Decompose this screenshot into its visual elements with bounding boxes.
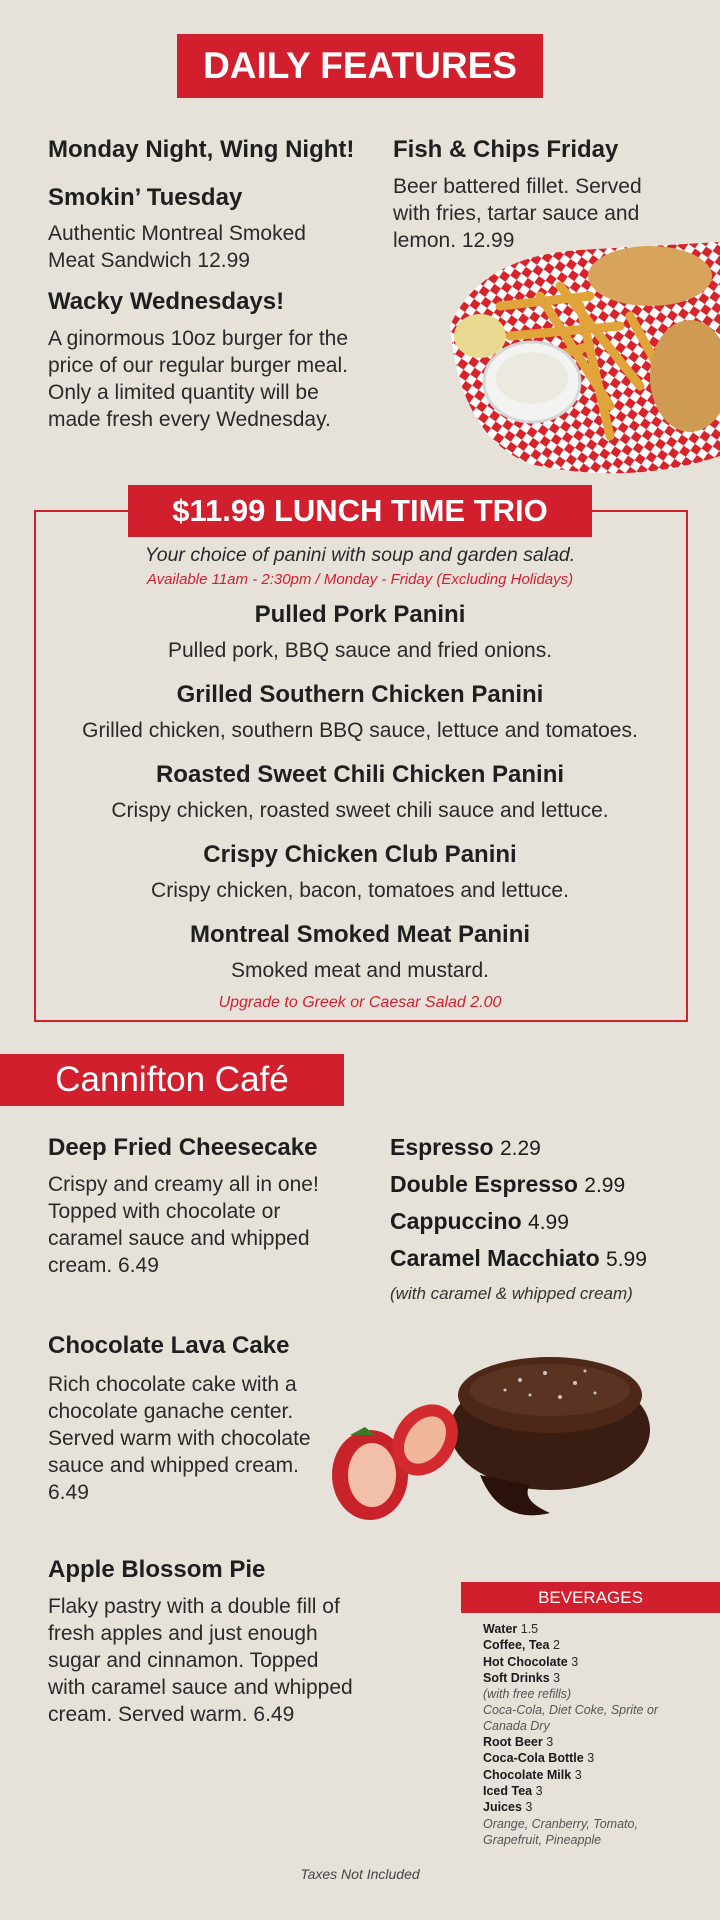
cafe-title: Cannifton Café bbox=[55, 1060, 289, 1099]
lava-cake-image bbox=[330, 1335, 675, 1535]
friday-desc: Beer battered fillet. Served with fries, tartar sauce and lemon. 12.99 bbox=[393, 175, 642, 252]
coffee-note: (with caramel & whipped cream) bbox=[390, 1284, 633, 1303]
coffee-price: 5.99 bbox=[606, 1248, 647, 1271]
lunch-subtitle: Your choice of panini with soup and garden salad. bbox=[144, 544, 576, 566]
coffee-item bbox=[390, 1134, 541, 1161]
coffee-name: Double Espresso bbox=[390, 1171, 578, 1197]
daily-features-banner bbox=[177, 34, 543, 98]
beverage-item: Hot Chocolate 3 bbox=[483, 1654, 579, 1669]
monday-title: Monday Night, Wing Night! bbox=[48, 136, 355, 163]
panini-desc: Smoked meat and mustard. bbox=[231, 959, 489, 982]
coffee-item bbox=[390, 1208, 569, 1235]
panini-name: Roasted Sweet Chili Chicken Panini bbox=[155, 761, 565, 788]
juice-flavors: Orange, Cranberry, Tomato, Grapefruit, Pineapple bbox=[483, 1816, 638, 1847]
cafe-banner bbox=[0, 1054, 344, 1106]
tuesday-desc: Authentic Montreal Smoked Meat Sandwich 12.99 bbox=[48, 222, 306, 272]
beverage-item: Juices 3 bbox=[483, 1800, 533, 1815]
coffee-price: 2.99 bbox=[584, 1174, 626, 1197]
panini-desc: Grilled chicken, southern BBQ sauce, lettuce and tomatoes. bbox=[82, 719, 638, 742]
taxes-note: Taxes Not Included bbox=[300, 1866, 420, 1882]
tuesday-title: Smokin’ Tuesday bbox=[48, 184, 243, 211]
dessert-desc: Rich chocolate cake with a chocolate ganache center. Served warm with chocolate sauce and whipped cream. 6.49 bbox=[48, 1373, 311, 1504]
panini-desc: Pulled pork, BBQ sauce and fried onions. bbox=[167, 639, 553, 662]
coffee-name: Espresso bbox=[390, 1134, 494, 1160]
dessert-name: Apple Blossom Pie bbox=[48, 1556, 266, 1583]
beverages-title: BEVERAGES bbox=[538, 1587, 643, 1607]
dessert-desc: Crispy and creamy all in one! Topped with chocolate or caramel sauce and whipped cream. 6.49 bbox=[48, 1173, 319, 1277]
panini-name: Pulled Pork Panini bbox=[254, 601, 466, 628]
soft-drinks-note: (with free refills) bbox=[483, 1687, 572, 1702]
daily-features-title: DAILY FEATURES bbox=[203, 45, 517, 86]
coffee-item bbox=[390, 1245, 647, 1272]
beverage-item: Water 1.5 bbox=[483, 1622, 539, 1636]
dessert-desc: Flaky pastry with a double fill of fresh apples and just enough sugar and cinnamon. Topped with caramel sauce and whipped cream. Served warm. 6.49 bbox=[48, 1595, 353, 1726]
coffee-price: 4.99 bbox=[528, 1211, 569, 1234]
dessert-name: Deep Fried Cheesecake bbox=[48, 1134, 318, 1161]
wednesday-desc: A ginormous 10oz burger for the price of our regular burger meal. Only a limited quantity will be made fresh every Wednesday. bbox=[48, 327, 349, 431]
soft-drinks-flavors: Coca-Cola, Diet Coke, Sprite or Canada Dry bbox=[483, 1703, 659, 1734]
panini-name: Grilled Southern Chicken Panini bbox=[176, 681, 544, 708]
dessert-name: Chocolate Lava Cake bbox=[48, 1332, 290, 1359]
lunch-banner bbox=[128, 485, 592, 537]
beverage-item: Root Beer 3 bbox=[483, 1735, 554, 1750]
beverages-banner bbox=[461, 1582, 720, 1613]
beverage-item: Coffee, Tea 2 bbox=[483, 1638, 560, 1653]
beverages-list bbox=[483, 1621, 698, 1848]
beverage-item: Chocolate Milk 3 bbox=[483, 1767, 582, 1782]
coffee-price: 2.29 bbox=[499, 1137, 541, 1160]
panini-desc: Crispy chicken, roasted sweet chili sauce and lettuce. bbox=[111, 799, 609, 822]
coffee-name: Caramel Macchiato bbox=[390, 1245, 600, 1271]
lunch-availability: Available 11am - 2:30pm / Monday - Friday (Excluding Holidays) bbox=[146, 571, 574, 588]
wednesday-title: Wacky Wednesdays! bbox=[48, 288, 285, 315]
beverage-item: Soft Drinks 3 bbox=[483, 1670, 561, 1685]
beverage-item: Iced Tea 3 bbox=[483, 1784, 543, 1799]
lunch-upgrade: Upgrade to Greek or Caesar Salad 2.00 bbox=[218, 994, 502, 1011]
panini-desc: Crispy chicken, bacon, tomatoes and lettuce. bbox=[151, 879, 569, 902]
panini-name: Montreal Smoked Meat Panini bbox=[189, 921, 531, 948]
panini-name: Crispy Chicken Club Panini bbox=[203, 841, 517, 868]
beverage-item: Coca-Cola Bottle 3 bbox=[483, 1751, 595, 1766]
coffee-item bbox=[390, 1171, 625, 1198]
lunch-title: $11.99 LUNCH TIME TRIO bbox=[172, 493, 548, 528]
fish-and-chips-image bbox=[440, 236, 720, 476]
coffee-name: Cappuccino bbox=[390, 1208, 522, 1234]
friday-title: Fish & Chips Friday bbox=[393, 136, 619, 163]
